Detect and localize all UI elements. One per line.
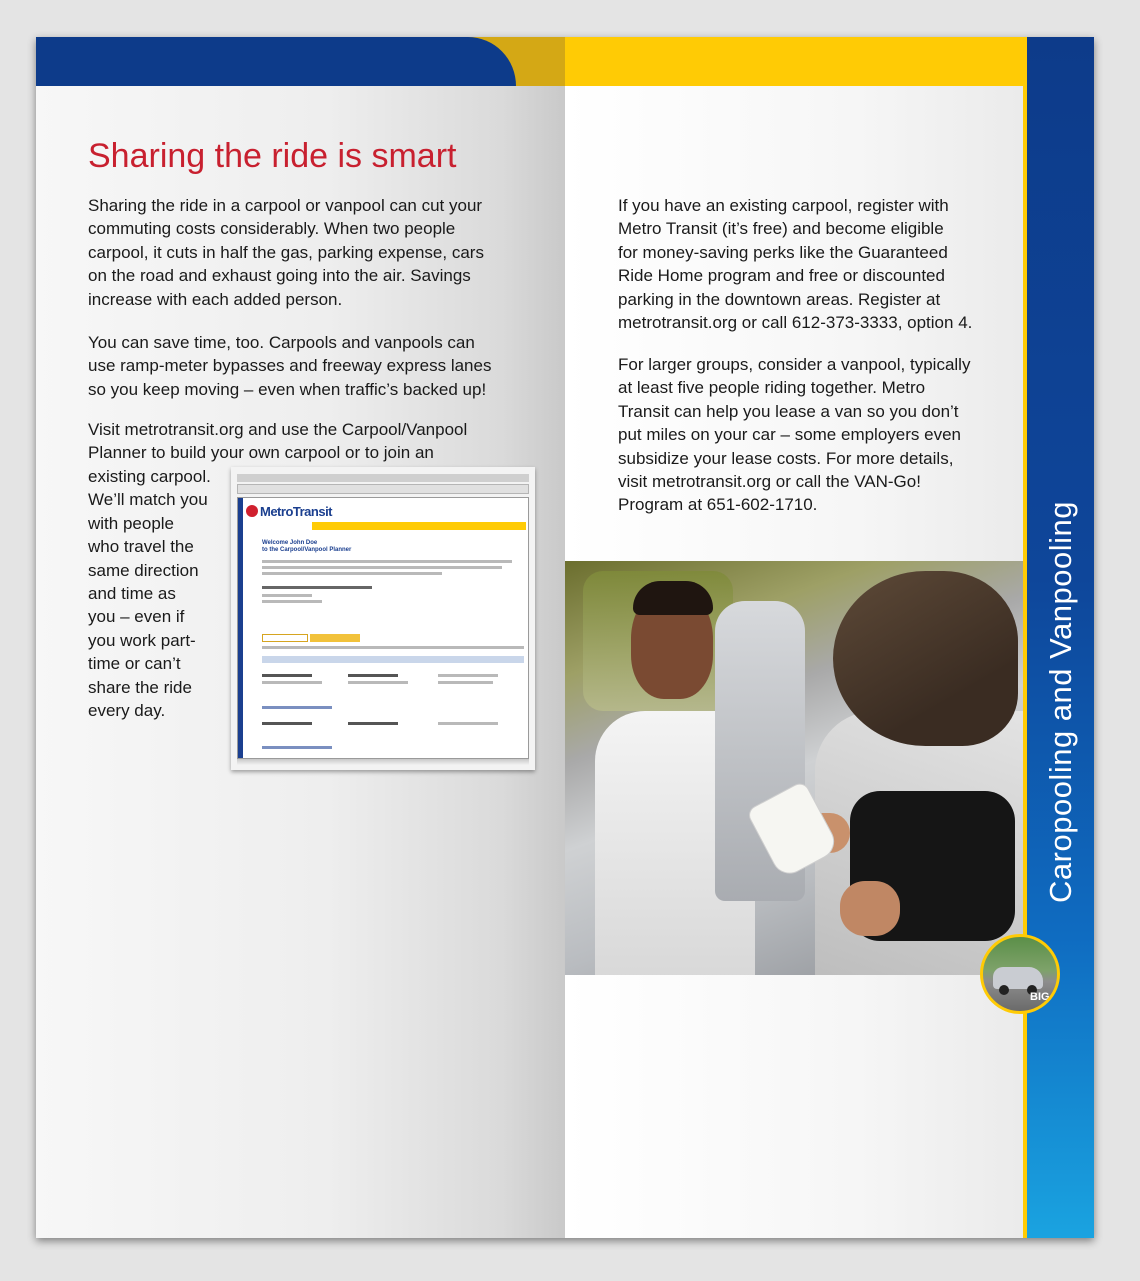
thumb-text-line: [348, 722, 398, 725]
thumb-reflection: [237, 759, 529, 765]
paragraph-register: If you have an existing carpool, register with Metro Transit (it’s free) and become eligible for money-saving perks like the Guaranteed Ride Home program and free or discounted parking in the downtown areas. Register at metrotransit.org or call 612-373-3333, option 4.: [618, 196, 973, 333]
thumb-text-line: [262, 572, 442, 575]
thumb-table-header: [262, 656, 524, 663]
thumb-text-line: [262, 586, 372, 589]
thumb-text-line: [348, 681, 408, 684]
section-side-title: [1030, 492, 1092, 912]
thumb-text-line: [262, 600, 322, 603]
logo-dot-icon: [246, 505, 258, 517]
right-top-band-yellow: [565, 37, 1025, 86]
thumb-welcome-text: Welcome John Doe to the Carpool/Vanpool Planner: [262, 540, 352, 553]
thumb-text-line: [262, 706, 332, 709]
paragraph-cost-savings: Sharing the ride in a carpool or vanpool can cut your commuting costs considerably. When two people carpool, it cuts in half the gas, parking expense, cars on the road and exhaust going into the air. Savings increase with each added person.: [88, 196, 484, 309]
thumb-text-line: [438, 674, 498, 677]
car-badge-icon: [980, 934, 1060, 1014]
hand: [840, 881, 900, 936]
paragraph-matching: existing carpool. We’ll match you with people who travel the same direction and time as you – even if you work part- time or can’t share the ride every day.: [88, 467, 211, 721]
thumb-text-line: [348, 674, 398, 677]
page-heading: Sharing the ride is smart: [88, 137, 457, 175]
thumb-logo-text: MetroTransit: [260, 504, 333, 519]
left-top-band-navy: [36, 37, 516, 86]
planner-screenshot-thumbnail: [231, 467, 535, 770]
brochure-spread: [36, 37, 1094, 1238]
thumb-text-line: [262, 646, 524, 649]
passenger-hair: [633, 581, 713, 615]
wheel: [999, 985, 1009, 995]
thumb-text-line: [262, 722, 312, 725]
paragraph-vanpool: For larger groups, consider a vanpool, typically at least five people riding together. Metro Transit can help you lease a van so you don’t put miles on your car – some employers even subsidize your lease costs. For more details, visit metrotransit.org or call the VAN-Go! Program at 651-602-1710.: [618, 355, 971, 515]
thumb-tab-carpool: [262, 634, 308, 642]
paragraph-save-time: You can save time, too. Carpools and vanpools can use ramp-meter bypasses and freeway express lanes so you keep moving – even when traffic’s backed up!: [88, 333, 492, 399]
thumb-address-bar: [237, 484, 529, 494]
thumb-tab-vanpool: [310, 634, 360, 642]
thumb-text-line: [438, 681, 493, 684]
thumb-window-titlebar: [237, 474, 529, 482]
metro-transit-logo-icon: [246, 504, 332, 519]
thumb-text-line: [262, 746, 332, 749]
driver-head: [833, 571, 1018, 746]
thumb-left-bar: [238, 498, 243, 758]
carpool-photo: [565, 561, 1023, 975]
thumb-text-line: [262, 566, 502, 569]
thumb-text-line: [438, 722, 498, 725]
thumb-nav-bar: [312, 522, 526, 530]
paragraph-visit-planner: Visit metrotransit.org and use the Carpool/Vanpool Planner to build your own carpool or to join an: [88, 420, 468, 463]
thumb-text-line: [262, 674, 312, 677]
badge-mark: BIG: [1030, 991, 1050, 1003]
thumb-text-line: [262, 681, 322, 684]
side-title-text: Caropooling and Vanpooling: [1043, 501, 1079, 903]
thumb-text-line: [262, 560, 512, 563]
thumb-text-line: [262, 594, 312, 597]
thumb-web-page: [237, 497, 529, 759]
